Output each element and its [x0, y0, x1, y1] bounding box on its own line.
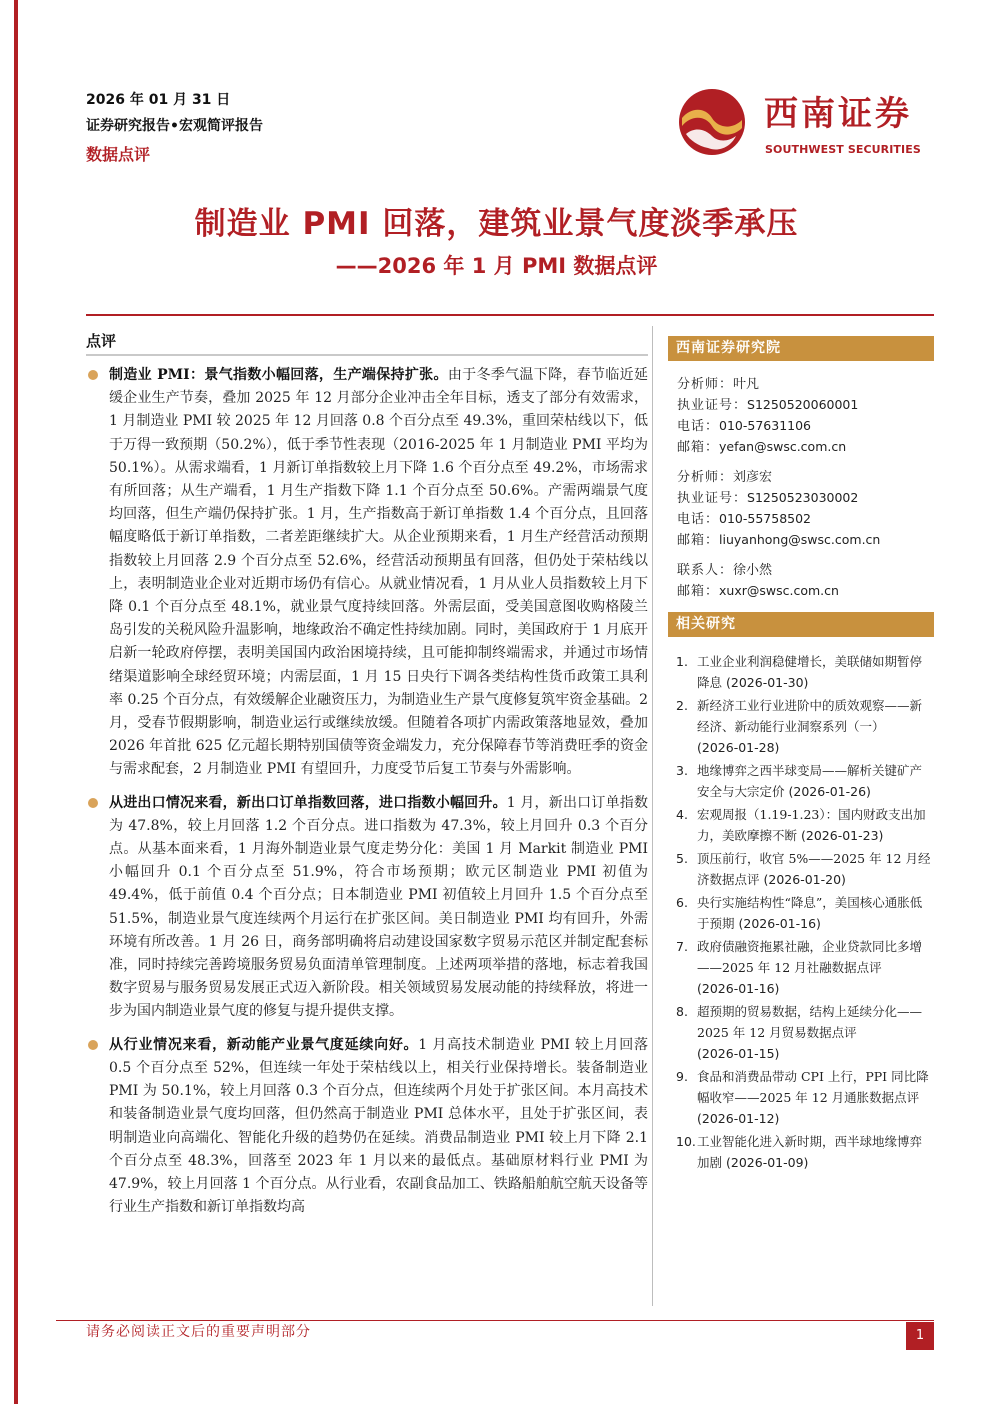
report-date: 2026 年 01 月 31 日 — [86, 92, 231, 108]
related-item-date: (2026-01-09) — [726, 1155, 809, 1170]
report-subtitle: ——2026 年 1 月 PMI 数据点评 — [335, 254, 658, 278]
related-item-date: (2026-01-20) — [763, 872, 846, 887]
related-research-header: 相关研究 — [668, 612, 934, 637]
institute-header: 西南证券研究院 — [668, 336, 934, 361]
contact-email-link[interactable]: xuxr@swsc.com.cn — [719, 583, 839, 598]
paragraph-text: 1 月，新出口订单指数为 47.8%，较上月回落 1.2 个百分点。进口指数为 47.3%，较上月回升 0.3 个百分点。从基本面来看，1 月海外制造业景气度走势分化：美国 1 月 Markit 制造业 PMI 小幅回升 0.1 个百分点至 51.9%，符合市场预期；欧元区制造业 PMI 初值为 49.4%，低于前值 0.4 个百分点；日本制造业 PMI 初值较上月回升 1.5 个百分点至 51.5%，制造业景气度连续两个月运行在扩张区间。美日制造业 PMI 均有回升，外需环境有所改善。1 月 26 日，商务部明确将启动建设国家数字贸易示范区并制定配套标准，同时持续完善跨境服务贸易负面清单管理制度。上述两项举措的落地，标志着我国数字贸易与服务贸易发展正式迈入新阶段。相关领域贸易发展动能的持续释放，将进一步为国内制造业景气度的修复与提升提供支撑。 — [109, 794, 648, 1020]
contact-name: 徐小然 — [733, 563, 773, 578]
analyst-email-line: 邮箱：liuyanhong@swsc.com.cn — [677, 532, 881, 548]
related-item-date: (2026-01-23) — [801, 828, 884, 843]
contact-name-line: 联系人：徐小然 — [677, 563, 773, 578]
report-tag: 数据点评 — [86, 145, 151, 164]
related-item-date: (2026-01-16) — [697, 981, 780, 996]
related-item-date: (2026-01-30) — [726, 675, 809, 690]
related-item[interactable]: 8. 超预期的贸易数据，结构上延续分化——2025 年 12 月贸易数据点评 (2026-01-15) — [676, 1004, 923, 1061]
bullet-dot-icon — [88, 370, 98, 380]
analyst-name-line: 分析师：刘彦宏 — [677, 470, 773, 485]
analyst-name: 叶凡 — [733, 377, 760, 392]
bullet-dot-icon — [88, 1040, 98, 1050]
commentary-paragraph — [86, 364, 648, 782]
related-item[interactable]: 7. 政府债融资拖累社融，企业贷款同比多增——2025 年 12 月社融数据点评 (2026-01-16) — [676, 939, 923, 996]
related-item[interactable]: 9. 食品和消费品带动 CPI 上行，PPI 同比降幅收窄——2025 年 12 月通胀数据点评 (2026-01-12) — [676, 1069, 929, 1126]
related-item[interactable]: 6. 央行实施结构性“降息”，美国核心通胀低于预期 (2026-01-16) — [676, 895, 923, 931]
related-item-title: 食品和消费品带动 CPI 上行，PPI 同比降幅收窄——2025 年 12 月通胀数据点评 — [697, 1069, 929, 1105]
analyst-phone-line: 电话：010-57631106 — [677, 418, 812, 434]
analyst-email-link[interactable]: liuyanhong@swsc.com.cn — [719, 532, 881, 547]
paragraph-text: 1 月高技术制造业 PMI 较上月回落 0.5 个百分点至 52%，但连续一年处于荣枯线以上，相关行业保持增长。装备制造业 PMI 为 50.1%，较上月回落 0.3 个百分点，但连续两个月处于扩张区间。本月高技术和装备制造业景气度均回落，但仍然高于制造业 PMI 总体水平，且处于扩张区间，表明制造业向高端化、智能化升级的趋势仍在延续。消费品制造业 PMI 较上月下降 2.1 个百分点至 48.3%，回落至 2023 年 1 月以来的最低点。基础原材料行业 PMI 为 47.9%，较上月回落 1 个百分点。从行业看，农副食品加工、铁路船舶航空航天设备等行业生产指数和新订单指数均高 — [109, 1036, 649, 1216]
analyst-email-link[interactable]: yefan@swsc.com.cn — [719, 439, 847, 454]
report-title: 制造业 PMI 回落，建筑业景气度淡季承压 — [194, 206, 799, 242]
commentary-paragraph — [86, 792, 648, 1024]
analyst-card — [677, 468, 934, 551]
column-divider — [652, 326, 653, 1306]
paragraph-text: 由于冬季气温下降，春节临近延缓企业生产节奏，叠加 2025 年 12 月部分企业冲击全年目标，透支了部分有效需求，1 月制造业 PMI 较 2025 年 12 月回落 0.8 个百分点至 49.3%，重回荣枯线以下，低于万得一致预期（50.2%），低于季节性表现（2016-2025 年 1 月制造业 PMI 平均为 50.1%）。从需求端看，1 月新订单指数较上月下降 1.6 个百分点至 49.2%，市场需求有所回落；从生产端看，1 月生产指数下降 1.1 个百分点至 50.6%。产需两端景气度均回落，但生产端仍保持扩张。1 月，生产指数高于新订单指数 1.4 个百分点，且回落幅度略低于新订单指数，二者差距继续扩大。从企业预期来看，1 月生产经营活动预期指数较上月回落 2.9 个百分点至 52.6%，经营活动预期虽有回落，但仍处于荣枯线以上，表明制造业企业对近期市场仍有信心。从就业情况看，1 月从业人员指数较上月下降 0.1 个百分点至 48.1%，就业景气度持续回落。外需层面，受美国意图收购格陵兰岛引发的关税风险升温影响，地缘政治不确定性持续加剧。同时，美国政府于 1 月底开启新一轮政府停摆，表明美国国内政治困境持续，且可能抑制终端需求，并通过市场情绪渠道影响全球经贸环境；内需层面，1 月 15 日央行下调各类结构性货币政策工具利率 0.25 个百分点，有效缓解企业融资压力，为制造业生产景气度修复筑牢资金基础。2 月，受春节假期影响，制造业运行或继续放缓。但随着各项扩内需政策落地显效，叠加 2026 年首批 625 亿元超长期特别国债等资金端发力，充分保障春节等消费旺季的资金与需求配套，2 月制造业 PMI 有望回升，力度受节后复工节奏与外需影响。 — [109, 367, 648, 778]
related-item-title: 工业智能化进入新时期，西半球地缘博弈加剧 — [697, 1134, 923, 1170]
related-item[interactable]: 10. 工业智能化进入新时期，西半球地缘博弈加剧 (2026-01-09) — [676, 1134, 923, 1170]
analyst-cert: S1250520060001 — [747, 397, 859, 412]
report-type: 证券研究报告•宏观简评报告 — [86, 118, 263, 134]
analyst-name: 刘彦宏 — [733, 470, 773, 485]
analyst-phone-line: 电话：010-55758502 — [677, 511, 812, 527]
related-item[interactable]: 2. 新经济工业行业进阶中的质效观察——新经济、新动能行业洞察系列（一） (2026-01-28) — [676, 698, 923, 755]
related-research-list — [668, 651, 934, 1173]
analyst-cert-line: 执业证号：S1250523030002 — [677, 490, 859, 506]
section-title: 点评 — [86, 332, 117, 350]
analyst-phone: 010-57631106 — [719, 418, 812, 433]
footer-disclaimer: 请务必阅读正文后的重要声明部分 — [86, 1324, 311, 1340]
analyst-name-line: 分析师：叶凡 — [677, 377, 760, 392]
related-item-date: (2026-01-26) — [788, 784, 871, 799]
bullet-dot-icon — [88, 798, 98, 808]
related-item-title: 地缘博弈之西半球变局——解析关键矿产安全与大宗定价 — [697, 763, 923, 799]
related-item-title: 超预期的贸易数据，结构上延续分化——2025 年 12 月贸易数据点评 — [697, 1004, 923, 1040]
paragraph-lead: 制造业 PMI：景气指数小幅回落，生产端保持扩张。 — [109, 367, 448, 383]
analyst-cert-line: 执业证号：S1250520060001 — [677, 397, 859, 413]
analyst-card — [677, 375, 934, 458]
related-item[interactable]: 3. 地缘博弈之西半球变局——解析关键矿产安全与大宗定价 (2026-01-26) — [676, 763, 923, 799]
related-item-title: 新经济工业行业进阶中的质效观察——新经济、新动能行业洞察系列（一） — [697, 698, 923, 734]
brand-name-en: SOUTHWEST SECURITIES — [765, 143, 921, 156]
related-item-title: 顶压前行，收官 5%——2025 年 12 月经济数据点评 — [697, 851, 931, 887]
related-item-date: (2026-01-12) — [697, 1111, 780, 1126]
main-content — [86, 364, 648, 1229]
footer-divider — [56, 1320, 934, 1321]
related-item-date: (2026-01-16) — [738, 916, 821, 931]
related-item-date: (2026-01-15) — [697, 1046, 780, 1061]
title-divider — [86, 314, 934, 316]
related-item-title: 央行实施结构性“降息”，美国核心通胀低于预期 — [697, 895, 923, 931]
section-divider — [86, 354, 648, 356]
header-meta — [86, 90, 263, 166]
related-item[interactable]: 1. 工业企业利润稳健增长，美联储如期暂停降息 (2026-01-30) — [676, 654, 923, 690]
logo-mark-icon — [678, 88, 746, 156]
analyst-list — [668, 375, 934, 602]
related-item-title: 宏观周报（1.19-1.23）：国内财政支出加力，美欧摩擦不断 — [697, 807, 926, 843]
analyst-email-line: 邮箱：yefan@swsc.com.cn — [677, 439, 847, 455]
analyst-phone: 010-55758502 — [719, 511, 812, 526]
paragraph-lead: 从行业情况来看，新动能产业景气度延续向好。 — [109, 1036, 419, 1053]
related-item-title: 政府债融资拖累社融，企业贷款同比多增——2025 年 12 月社融数据点评 — [697, 939, 923, 975]
related-item[interactable]: 5. 顶压前行，收官 5%——2025 年 12 月经济数据点评 (2026-01-20) — [676, 851, 931, 887]
related-item[interactable]: 4. 宏观周报（1.19-1.23）：国内财政支出加力，美欧摩擦不断 (2026-01-23) — [676, 807, 926, 843]
brand-name-cn: 西南证券 — [764, 94, 912, 134]
commentary-paragraph — [86, 1034, 648, 1220]
sidebar — [668, 336, 934, 1175]
related-item-title: 工业企业利润稳健增长，美联储如期暂停降息 — [697, 654, 923, 690]
analyst-cert: S1250523030002 — [747, 490, 859, 505]
paragraph-lead: 从进出口情况来看，新出口订单指数回落，进口指数小幅回升。 — [109, 794, 507, 811]
brand-logo — [678, 88, 928, 160]
contact-card — [677, 561, 934, 602]
page-number: 1 — [906, 1322, 934, 1350]
related-item-date: (2026-01-28) — [697, 740, 780, 755]
contact-email-line: 邮箱：xuxr@swsc.com.cn — [677, 583, 839, 599]
